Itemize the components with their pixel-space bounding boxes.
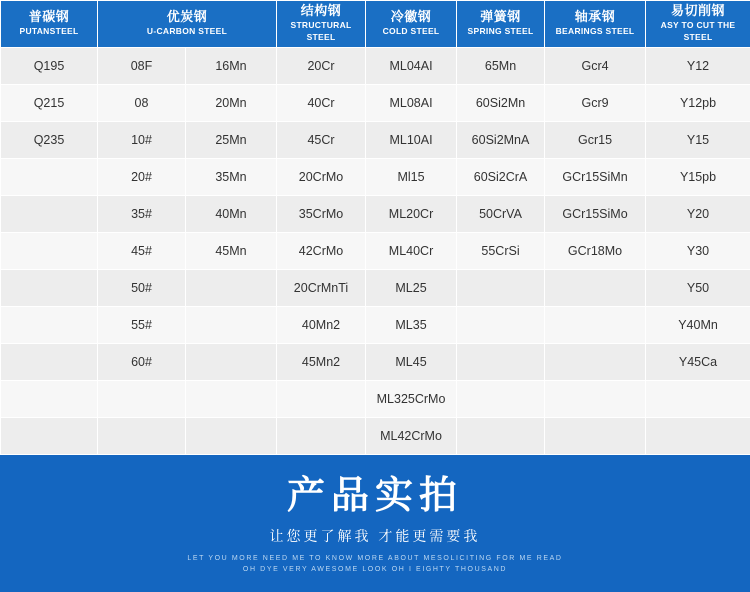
table-column-header	[1, 1, 98, 48]
table-cell	[186, 418, 277, 455]
table-cell	[1, 270, 98, 307]
table-body	[1, 48, 750, 455]
table-cell: 35Mn	[186, 159, 277, 196]
table-cell	[1, 159, 98, 196]
table-cell: 60#	[98, 344, 186, 381]
table-cell: Gcr15	[545, 122, 646, 159]
table-cell: 20CrMo	[277, 159, 366, 196]
table-cell: 55#	[98, 307, 186, 344]
table-cell: 45Mn2	[277, 344, 366, 381]
table-cell: 60Si2CrA	[457, 159, 545, 196]
table-cell	[646, 381, 750, 418]
table-column-header	[277, 1, 366, 48]
table-cell: 08F	[98, 48, 186, 85]
table-cell	[1, 307, 98, 344]
column-header-cn: 轴承钢	[545, 9, 645, 25]
column-header-cn: 冷徽钢	[366, 9, 456, 25]
table-cell: ML40Cr	[366, 233, 457, 270]
table-cell: 60Si2Mn	[457, 85, 545, 122]
table-cell	[186, 344, 277, 381]
table-cell: ML20Cr	[366, 196, 457, 233]
table-cell: ML42CrMo	[366, 418, 457, 455]
column-header-en: COLD STEEL	[366, 25, 456, 37]
table-row	[1, 344, 750, 381]
table-cell: 08	[98, 85, 186, 122]
table-cell: Y50	[646, 270, 750, 307]
table-cell: Gcr4	[545, 48, 646, 85]
table-cell: 42CrMo	[277, 233, 366, 270]
table-cell	[1, 344, 98, 381]
table-cell: ML45	[366, 344, 457, 381]
table-cell	[1, 196, 98, 233]
table-row	[1, 270, 750, 307]
table-cell	[545, 381, 646, 418]
column-header-en: ASY TO CUT THE STEEL	[646, 19, 750, 43]
table-cell	[457, 307, 545, 344]
table-cell: 25Mn	[186, 122, 277, 159]
table-cell: 45Mn	[186, 233, 277, 270]
table-row	[1, 307, 750, 344]
table-cell: 65Mn	[457, 48, 545, 85]
table-cell	[186, 307, 277, 344]
table-cell: ML325CrMo	[366, 381, 457, 418]
table-cell	[1, 418, 98, 455]
column-header-en: STRUCTURAL STEEL	[277, 19, 365, 43]
table-cell: Y12pb	[646, 85, 750, 122]
table-cell: GCr15SiMn	[545, 159, 646, 196]
table-row	[1, 418, 750, 455]
table-cell	[545, 307, 646, 344]
banner-content	[0, 455, 750, 575]
banner-subtitle: 让您更了解我 才能更需要我	[0, 525, 750, 547]
table-cell	[277, 418, 366, 455]
table-cell	[457, 270, 545, 307]
table-cell: Y40Mn	[646, 307, 750, 344]
table-column-header	[366, 1, 457, 48]
table-cell: 35#	[98, 196, 186, 233]
column-header-cn: 结构钢	[277, 3, 365, 19]
table-cell: Q235	[1, 122, 98, 159]
table-cell: ML04AI	[366, 48, 457, 85]
table-row	[1, 233, 750, 270]
table-cell: ML25	[366, 270, 457, 307]
product-photos-banner	[0, 455, 750, 592]
column-header-cn: 易切削钢	[646, 3, 750, 19]
column-header-en: U-CARBON STEEL	[98, 25, 276, 37]
table-cell: 16Mn	[186, 48, 277, 85]
table-cell: Q195	[1, 48, 98, 85]
table-cell	[1, 233, 98, 270]
table-column-header	[545, 1, 646, 48]
table-cell	[545, 344, 646, 381]
table-cell	[277, 381, 366, 418]
table-cell: 60Si2MnA	[457, 122, 545, 159]
column-header-en: SPRING STEEL	[457, 25, 544, 37]
table-row	[1, 196, 750, 233]
table-cell: 55CrSi	[457, 233, 545, 270]
table-cell	[457, 381, 545, 418]
table-cell: Y45Ca	[646, 344, 750, 381]
table-row	[1, 122, 750, 159]
table-cell: 40Mn	[186, 196, 277, 233]
table-cell: 40Cr	[277, 85, 366, 122]
banner-title: 产品实拍	[0, 473, 750, 519]
table-cell: ML35	[366, 307, 457, 344]
table-cell: 45Cr	[277, 122, 366, 159]
table-cell	[545, 418, 646, 455]
table-cell: GCr15SiMo	[545, 196, 646, 233]
table-header-row	[1, 1, 750, 48]
banner-english-line-1: LET YOU MORE NEED ME TO KNOW MORE ABOUT MESOLICITING FOR ME READ	[0, 553, 750, 564]
banner-english-line-2: OH DYE VERY AWESOME LOOK OH I EIGHTY THOUSAND	[0, 564, 750, 575]
table-cell	[186, 270, 277, 307]
table-cell	[457, 344, 545, 381]
table-cell: 35CrMo	[277, 196, 366, 233]
table-row	[1, 381, 750, 418]
table-cell: Ml15	[366, 159, 457, 196]
table-cell: ML08AI	[366, 85, 457, 122]
table-column-header	[457, 1, 545, 48]
table-row	[1, 85, 750, 122]
column-header-cn: 优炭钢	[98, 9, 276, 25]
table-cell: 40Mn2	[277, 307, 366, 344]
table-cell: Y15	[646, 122, 750, 159]
table-cell: Y15pb	[646, 159, 750, 196]
table-cell: Y20	[646, 196, 750, 233]
table-cell: Y30	[646, 233, 750, 270]
table-cell: 20Cr	[277, 48, 366, 85]
table-cell: Q215	[1, 85, 98, 122]
table-cell: 10#	[98, 122, 186, 159]
table-cell: Gcr9	[545, 85, 646, 122]
table-cell: 20#	[98, 159, 186, 196]
table-cell: 50CrVA	[457, 196, 545, 233]
column-header-cn: 普碳钢	[1, 9, 97, 25]
table-cell	[457, 418, 545, 455]
table-row	[1, 159, 750, 196]
table-cell: 45#	[98, 233, 186, 270]
table-cell	[646, 418, 750, 455]
table-header	[1, 1, 750, 48]
table-cell	[98, 418, 186, 455]
table-cell: 50#	[98, 270, 186, 307]
table-column-header	[646, 1, 750, 48]
table-column-header	[98, 1, 277, 48]
table-row	[1, 48, 750, 85]
table-cell: Y12	[646, 48, 750, 85]
column-header-en: BEARINGS STEEL	[545, 25, 645, 37]
column-header-en: PUTANSTEEL	[1, 25, 97, 37]
table-cell	[1, 381, 98, 418]
table-cell: GCr18Mo	[545, 233, 646, 270]
table-cell: 20Mn	[186, 85, 277, 122]
table-cell	[186, 381, 277, 418]
table-cell: ML10AI	[366, 122, 457, 159]
table-cell	[545, 270, 646, 307]
table-cell: 20CrMnTi	[277, 270, 366, 307]
table-cell	[98, 381, 186, 418]
column-header-cn: 弹簧钢	[457, 9, 544, 25]
